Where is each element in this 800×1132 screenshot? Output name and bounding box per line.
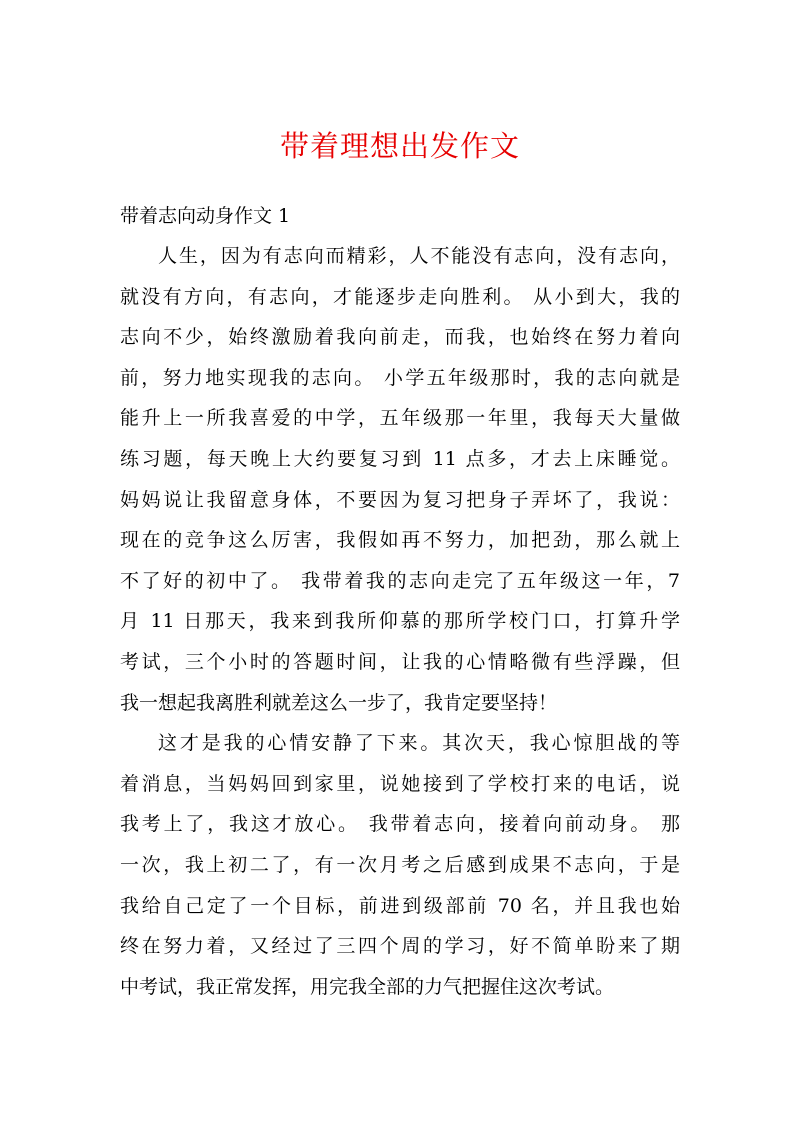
text-line: 这才是我的心情安静了下来。其次天，我心惊胆战的等 bbox=[158, 732, 680, 755]
text-line: 不了好的初中了。 我带着我的志向走完了五年级这一年，7 bbox=[120, 569, 680, 592]
text-line: 现在的竞争这么厉害，我假如再不努力，加把劲，那么就上 bbox=[120, 529, 680, 552]
text-line: 志向不少，始终激励着我向前走，而我，也始终在努力着向 bbox=[120, 326, 680, 349]
text-line: 着消息，当妈妈回到家里，说她接到了学校打来的电话，说 bbox=[120, 772, 680, 795]
paragraph-1 bbox=[120, 236, 680, 723]
text-line: 人生，因为有志向而精彩，人不能没有志向，没有志向， bbox=[158, 245, 680, 267]
text-line: 我一想起我离胜利就差这么一步了，我肯定要坚持！ bbox=[120, 691, 558, 714]
paragraph-2 bbox=[120, 723, 680, 1007]
text-line: 我给自己定了一个目标，前进到级部前 70 名，并且我也始 bbox=[120, 894, 680, 917]
essay-subtitle: 带着志向动身作文 1 bbox=[120, 205, 291, 227]
text-line: 就没有方向，有志向，才能逐步走向胜利。 从小到大，我的 bbox=[120, 285, 680, 308]
text-line: 考试，三个小时的答题时间，让我的心情略微有些浮躁，但 bbox=[120, 650, 680, 673]
text-line: 中考试，我正常发挥，用完我全部的力气把握住这次考试。 bbox=[120, 975, 615, 998]
text-line: 能升上一所我喜爱的中学，五年级那一年里，我每天大量做 bbox=[120, 407, 680, 430]
text-line: 前，努力地实现我的志向。 小学五年级那时，我的志向就是 bbox=[120, 366, 680, 389]
text-line: 一次，我上初二了，有一次月考之后感到成果不志向，于是 bbox=[120, 853, 680, 876]
text-line: 我考上了，我这才放心。 我带着志向，接着向前动身。 那 bbox=[120, 813, 680, 836]
document-title: 带着理想出发作文 bbox=[279, 129, 520, 163]
text-line: 终在努力着，又经过了三四个周的学习，好不简单盼来了期 bbox=[120, 935, 680, 958]
text-line: 妈妈说让我留意身体，不要因为复习把身子弄坏了，我说： bbox=[120, 488, 680, 511]
essay-body bbox=[120, 236, 680, 1007]
text-line: 月 11 日那天，我来到我所仰慕的那所学校门口，打算升学 bbox=[120, 610, 680, 633]
text-line: 练习题，每天晚上大约要复习到 11 点多，才去上床睡觉。 bbox=[120, 447, 680, 470]
